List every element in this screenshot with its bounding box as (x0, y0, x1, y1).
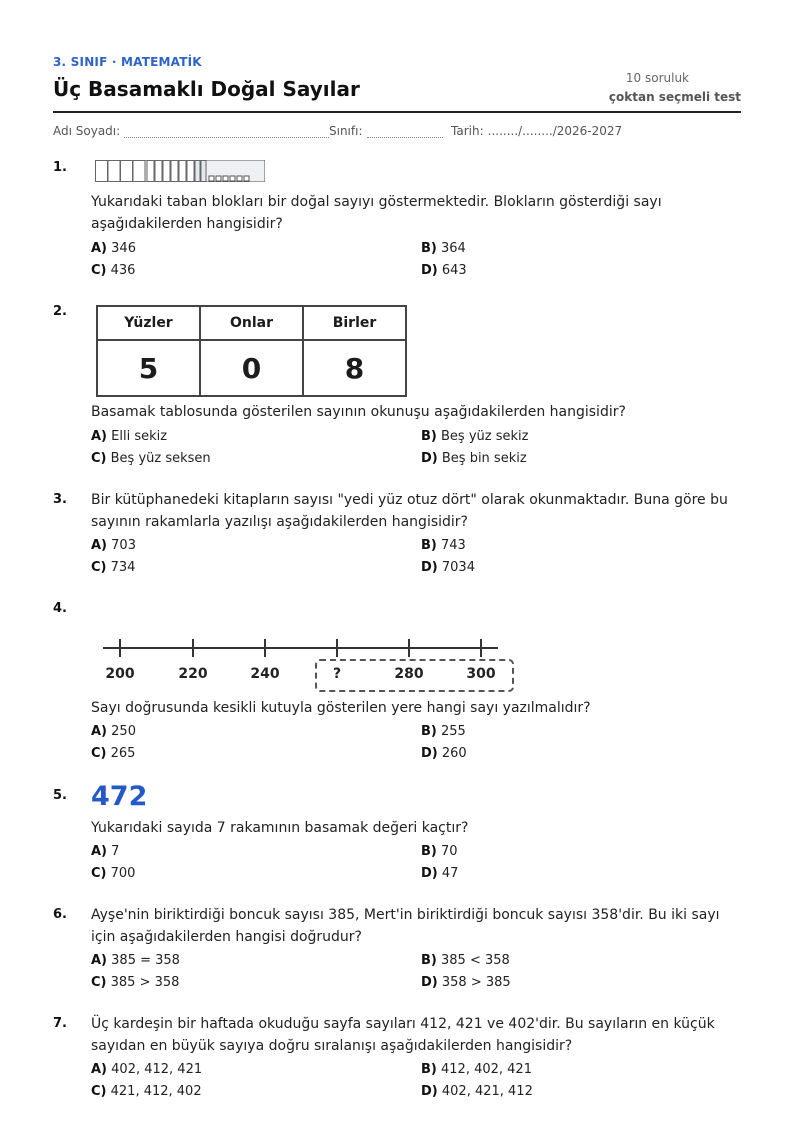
option-c[interactable]: C) 265 (91, 746, 136, 761)
name-dots (124, 127, 329, 138)
question-number: 1. (53, 160, 67, 175)
date-value: ......../......../2026-2027 (487, 124, 623, 138)
option-a[interactable]: A) 7 (91, 844, 120, 859)
ones-cube (216, 176, 221, 181)
hundreds-flat (133, 161, 145, 182)
ones-cube (209, 176, 214, 181)
tick-label: 200 (105, 666, 135, 682)
question-text: Bir kütüphanedeki kitapların sayısı "yedi yüz otuz dört" olarak okunmaktadır. Buna göre bu sayının rakamlarla yazılışı aşağıdakilerden hangisidir? (91, 492, 728, 530)
date-field[interactable] (451, 124, 622, 138)
option-d[interactable]: D) 402, 421, 412 (421, 1084, 533, 1099)
question-text: Ayşe'nin biriktirdiği boncuk sayısı 385, Mert'in biriktirdiği boncuk sayısı 358'dir. Bu iki sayı için aşağıdakilerden hangisi doğrudur? (91, 907, 720, 945)
option-a[interactable]: A) 703 (91, 538, 136, 553)
tick-label: 240 (250, 666, 280, 682)
question-number: 6. (53, 907, 67, 922)
hundreds-flat (108, 161, 120, 182)
question-text: Yukarıdaki taban blokları bir doğal sayıyı göstermektedir. Blokların gösterdiği sayı aşağıdakilerden hangisidir? (91, 194, 662, 232)
header-tens: Onlar (200, 306, 303, 340)
tens-rod (155, 161, 162, 182)
option-c[interactable]: C) Beş yüz seksen (91, 451, 211, 466)
option-c[interactable]: C) 734 (91, 560, 136, 575)
option-b[interactable]: B) 255 (421, 724, 466, 739)
digit-tens: 0 (200, 340, 303, 396)
tick-label: 220 (178, 666, 208, 682)
ones-cube (223, 176, 228, 181)
featured-number: 472 (91, 781, 148, 812)
option-b[interactable]: B) 412, 402, 421 (421, 1062, 532, 1077)
question-number: 2. (53, 304, 67, 319)
tens-rod (171, 161, 178, 182)
header-rule (53, 111, 741, 113)
question-count: 10 soruluk (625, 71, 689, 85)
option-b[interactable]: B) 364 (421, 241, 466, 256)
option-d[interactable]: D) 7034 (421, 560, 475, 575)
tens-rod (163, 161, 170, 182)
question-text: Sayı doğrusunda kesikli kutuyla gösterilen yere hangi sayı yazılmalıdır? (91, 700, 591, 716)
option-a[interactable]: A) 250 (91, 724, 136, 739)
option-c[interactable]: C) 700 (91, 866, 136, 881)
ones-cube (244, 176, 249, 181)
option-c[interactable]: C) 436 (91, 263, 136, 278)
tens-rod (187, 161, 194, 182)
ones-cube (237, 176, 242, 181)
option-a[interactable]: A) 346 (91, 241, 136, 256)
grade-label: 3. SINIF · MATEMATİK (53, 55, 202, 69)
question-text: Basamak tablosunda gösterilen sayının okunuşu aşağıdakilerden hangisidir? (91, 404, 626, 420)
option-c[interactable]: C) 421, 412, 402 (91, 1084, 202, 1099)
option-b[interactable]: B) 743 (421, 538, 466, 553)
option-d[interactable]: D) Beş bin sekiz (421, 451, 527, 466)
class-label: Sınıfı: (329, 124, 363, 138)
question-number: 3. (53, 492, 67, 507)
class-dots (367, 127, 443, 138)
ones-cube (230, 176, 235, 181)
option-a[interactable]: A) Elli sekiz (91, 429, 168, 444)
option-b[interactable]: B) 70 (421, 844, 458, 859)
tick-label-unknown: ? (332, 666, 342, 682)
page-title: Üç Basamaklı Doğal Sayılar (53, 77, 360, 101)
tens-rod (147, 161, 154, 182)
hundreds-flat (121, 161, 133, 182)
tick-label: 300 (466, 666, 496, 682)
option-d[interactable]: D) 47 (421, 866, 459, 881)
option-d[interactable]: D) 260 (421, 746, 467, 761)
tens-rod (179, 161, 186, 182)
question-number: 5. (53, 788, 67, 803)
question-text: Üç kardeşin bir haftada okuduğu sayfa sayıları 412, 421 ve 402'dir. Bu sayıların en küçük sayıdan en büyük sayıya doğru sıralanışı aşağıdakilerden hangisidir? (91, 1016, 715, 1054)
number-line (100, 636, 502, 660)
name-label: Adı Soyadı: (53, 124, 121, 138)
option-d[interactable]: D) 358 > 385 (421, 975, 511, 990)
option-a[interactable]: A) 402, 412, 421 (91, 1062, 203, 1077)
header-hundreds: Yüzler (97, 306, 200, 340)
option-a[interactable]: A) 385 = 358 (91, 953, 180, 968)
digit-hundreds: 5 (97, 340, 200, 396)
option-d[interactable]: D) 643 (421, 263, 467, 278)
tick-label: 280 (394, 666, 424, 682)
question-number: 7. (53, 1016, 67, 1031)
date-label: Tarih: (451, 124, 484, 138)
class-field[interactable] (329, 124, 443, 138)
option-b[interactable]: B) 385 < 358 (421, 953, 510, 968)
digit-ones: 8 (303, 340, 406, 396)
header-ones: Birler (303, 306, 406, 340)
question-number: 4. (53, 601, 67, 616)
question-text: Yukarıdaki sayıda 7 rakamının basamak değeri kaçtır? (91, 820, 469, 836)
option-c[interactable]: C) 385 > 358 (91, 975, 180, 990)
test-type: çoktan seçmeli test (608, 90, 741, 104)
hundreds-flat (96, 161, 108, 182)
place-value-table (96, 305, 407, 397)
name-field[interactable] (53, 124, 329, 138)
base-ten-blocks (95, 160, 265, 182)
option-b[interactable]: B) Beş yüz sekiz (421, 429, 529, 444)
